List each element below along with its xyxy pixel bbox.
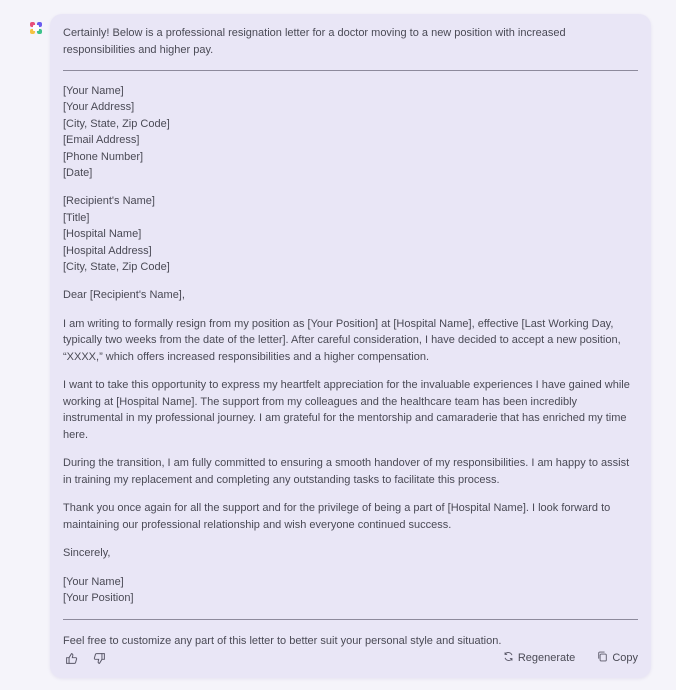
closing-note: Feel free to customize any part of this letter to better suit your personal style and situation. — [63, 634, 502, 647]
recipient-line: [Recipient's Name] — [63, 195, 155, 208]
regenerate-button[interactable] — [503, 651, 576, 665]
recipient-line: [Hospital Address] — [63, 244, 152, 257]
body-paragraph: I want to take this opportunity to express my heartfelt appreciation for the invaluable experiences I have gained while working at [Hospital Name]. The support from my colleagues and the healthcare team has been incredibly instrumental in my professional journey. I am grateful for the mentorship and camaraderie that has enriched my time here. — [63, 379, 630, 441]
assistant-message-card — [50, 14, 651, 678]
intro-text: Certainly! Below is a professional resignation letter for a doctor moving to a new position with increased responsibilities and higher pay. — [63, 27, 566, 56]
message-footer — [63, 649, 638, 667]
assistant-logo-icon — [29, 21, 43, 35]
divider-top — [63, 70, 638, 71]
copy-button[interactable] — [597, 651, 638, 665]
recipient-line: [Hospital Name] — [63, 228, 142, 241]
thumbs-down-icon[interactable] — [91, 650, 107, 666]
recipient-line: [City, State, Zip Code] — [63, 261, 170, 274]
recipient-line: [Title] — [63, 211, 90, 224]
copy-icon — [597, 651, 608, 665]
refresh-icon — [503, 651, 514, 665]
sender-line: [Your Address] — [63, 101, 135, 114]
regenerate-label: Regenerate — [517, 652, 576, 664]
sender-line: [Email Address] — [63, 134, 140, 147]
sender-line: [Date] — [63, 167, 93, 180]
signature-line: [Your Name] — [63, 575, 124, 588]
salutation: Dear [Recipient's Name], — [63, 289, 185, 302]
signoff: Sincerely, — [63, 547, 111, 560]
sender-line: [Phone Number] — [63, 150, 144, 163]
sender-line: [City, State, Zip Code] — [63, 117, 170, 130]
body-paragraph: Thank you once again for all the support and for the privilege of being a part of [Hospital Name]. I look forward to maintaining our professional relationship and wish everyone continued success. — [63, 502, 611, 531]
signature-block — [63, 574, 638, 607]
body-paragraph: During the transition, I am fully committed to ensuring a smooth handover of my responsibilities. I am happy to assist in training my replacement and completing any outstanding tasks to facilitate this process. — [63, 457, 630, 486]
thumbs-up-icon[interactable] — [63, 650, 79, 666]
recipient-block — [63, 193, 638, 275]
sender-block — [63, 83, 638, 181]
divider-bottom — [63, 619, 638, 620]
body-paragraph: I am writing to formally resign from my position as [Your Position] at [Hospital Name], effective [Last Working Day, typically two weeks from the date of the letter]. After careful consideration, I have decided to accept a new position, “XXXX,” which offers increased responsibilities and a higher compensation. — [63, 317, 621, 363]
copy-label: Copy — [612, 652, 638, 664]
signature-line: [Your Position] — [63, 592, 134, 605]
sender-line: [Your Name] — [63, 85, 124, 97]
